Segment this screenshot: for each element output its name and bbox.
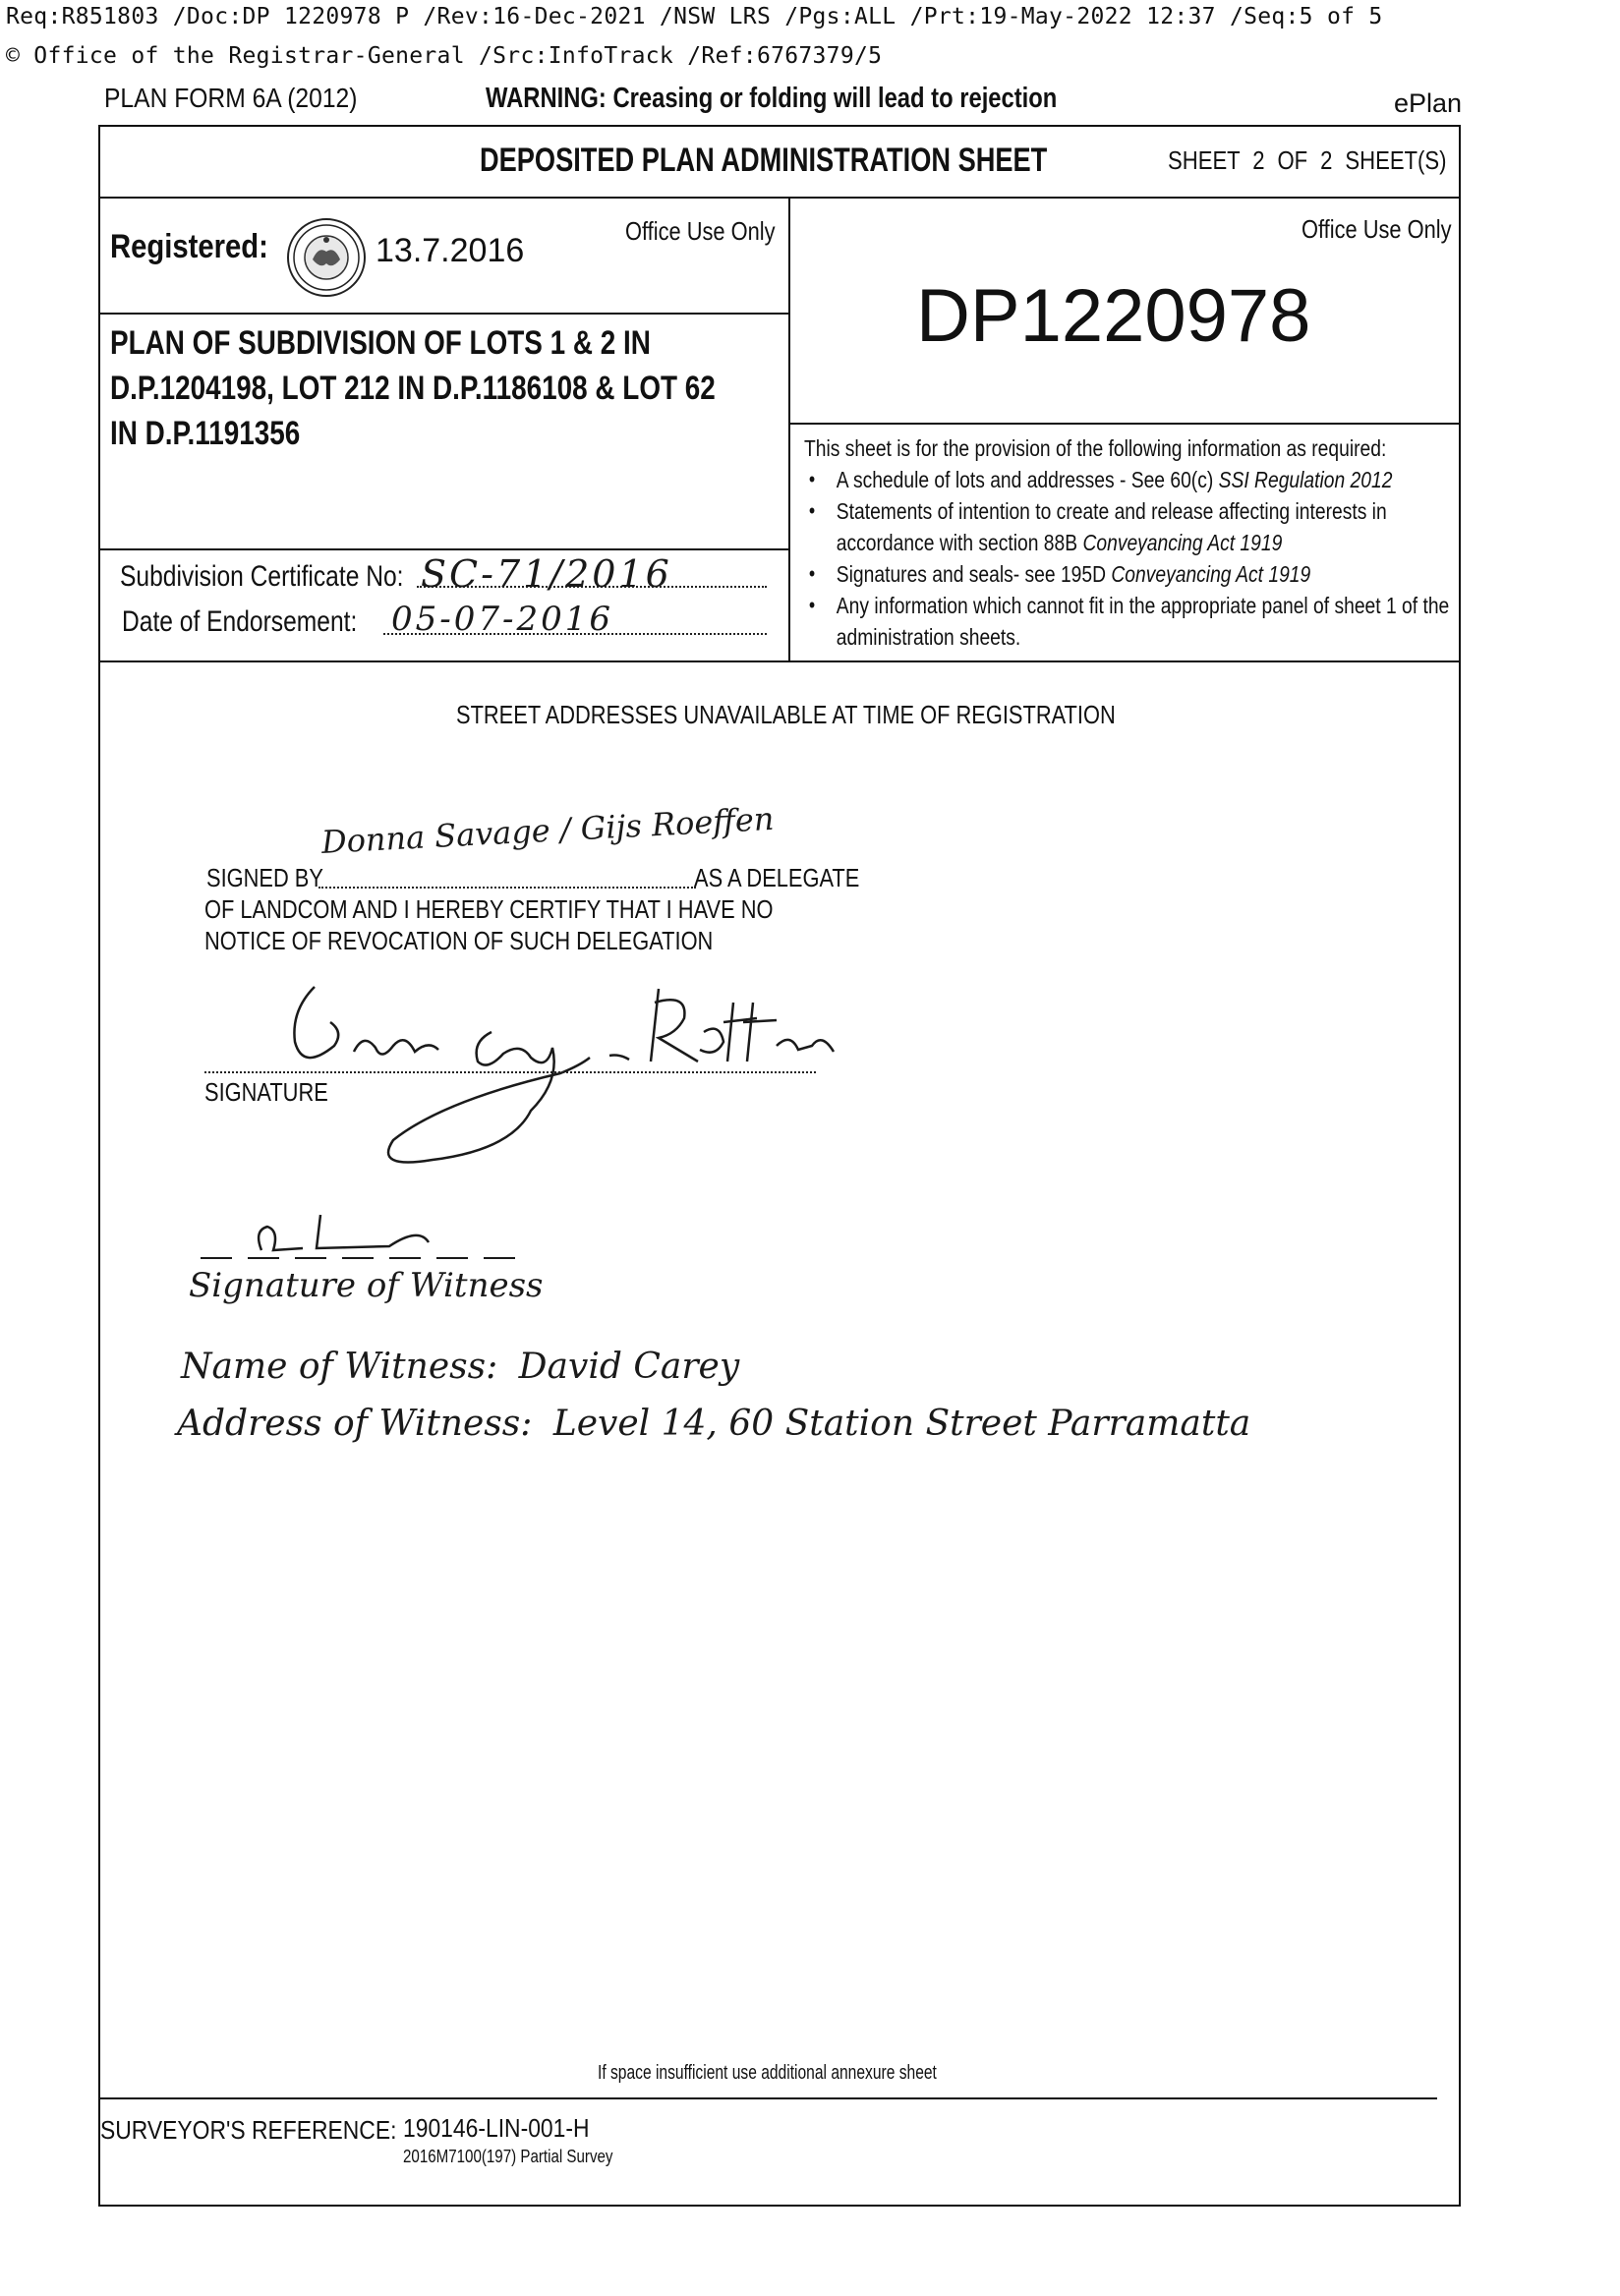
plan-number-row-divider: [788, 423, 1461, 425]
survey-note: 2016M7100(197) Partial Survey: [403, 2147, 613, 2166]
registered-row-divider: [98, 313, 788, 315]
requirement-item: • Signatures and seals- see 195D Conveyancing Act 1919: [804, 558, 1465, 590]
endorsement-date: 05-07-2016: [391, 600, 614, 639]
sheet-title: DEPOSITED PLAN ADMINISTRATION SHEET: [480, 142, 1048, 179]
information-requirements: [804, 432, 1465, 653]
plan-form-name: PLAN FORM 6A (2012): [104, 83, 358, 113]
title-row-divider: [98, 197, 1461, 199]
sheets-label: SHEET(S): [1345, 145, 1447, 175]
requirement-item: • Statements of intention to create and release affecting interests in accordance with section 88B Conveyancing Act 1919: [804, 495, 1465, 558]
witness-name: [181, 1347, 739, 1387]
landcom-certification: OF LANDCOM AND I HEREBY CERTIFY THAT I HAVE NO: [204, 894, 774, 924]
signed-by-dotted-line: [318, 887, 696, 889]
deposited-plan-number: DP1220978: [916, 274, 1311, 358]
request-header-line: Req:R851803 /Doc:DP 1220978 P /Rev:16-Dec-2021 /NSW LRS /Pgs:ALL /Prt:19-May-2022 12:37 /Seq:5 of 5: [6, 4, 1383, 29]
witness-name-label: Name of Witness:: [181, 1347, 498, 1387]
registered-label: Registered:: [110, 228, 268, 265]
annexure-note: If space insufficient use additional annexure sheet: [598, 2062, 937, 2084]
witness-address-value: Level 14, 60 Station Street Parramatta: [552, 1404, 1251, 1444]
signature-dotted-line: [204, 1071, 816, 1073]
office-use-label-left: Office Use Only: [625, 216, 776, 246]
street-address-notice: STREET ADDRESSES UNAVAILABLE AT TIME OF REGISTRATION: [456, 700, 1116, 729]
signed-by-names: Donna Savage / Gijs Roeffen: [320, 799, 776, 861]
registration-date: 13.7.2016: [376, 232, 525, 269]
sheet-counter: [1168, 145, 1447, 176]
plan-title-line-1: PLAN OF SUBDIVISION OF LOTS 1 & 2 IN: [110, 324, 651, 362]
folding-warning: WARNING: Creasing or folding will lead to rejection: [486, 83, 1058, 114]
sheet-total: 2: [1320, 145, 1333, 175]
upper-section-divider: [98, 660, 1461, 662]
requirement-item: • Any information which cannot fit in the appropriate panel of sheet 1 of the administration sheets.: [804, 590, 1465, 653]
plan-title: [110, 320, 716, 456]
registrar-seal-icon: [285, 216, 368, 299]
subdivision-certificate-label: Subdivision Certificate No:: [120, 560, 404, 593]
surveyor-reference-value: 190146-LIN-001-H: [403, 2113, 590, 2143]
witness-signature-drawing: [193, 1207, 527, 1266]
footer-divider: [98, 2097, 1437, 2099]
subdivision-certificate-number: SC-71/2016: [421, 552, 672, 596]
witness-address-label: Address of Witness:: [177, 1404, 533, 1444]
plan-title-line-3: IN D.P.1191356: [110, 415, 301, 452]
surveyor-reference-label: SURVEYOR'S REFERENCE:: [100, 2115, 397, 2145]
requirement-item: • A schedule of lots and addresses - See 60(c) SSI Regulation 2012: [804, 464, 1465, 495]
eplan-label: ePlan: [1394, 88, 1463, 118]
revocation-notice: NOTICE OF REVOCATION OF SUCH DELEGATION: [204, 926, 714, 955]
signed-by-label: SIGNED BY: [206, 863, 323, 892]
of-label: OF: [1277, 145, 1308, 175]
copyright-header-line: © Office of the Registrar-General /Src:InfoTrack /Ref:6767379/5: [6, 43, 883, 69]
upper-column-divider: [788, 197, 790, 660]
requirements-list: [804, 464, 1465, 653]
information-intro: This sheet is for the provision of the following information as required:: [804, 435, 1387, 461]
delegate-text: AS A DELEGATE: [694, 863, 860, 892]
endorsement-date-label: Date of Endorsement:: [122, 605, 358, 638]
sheet-label: SHEET: [1168, 145, 1241, 175]
signature-label: SIGNATURE: [204, 1077, 328, 1107]
witness-name-value: David Carey: [518, 1347, 740, 1387]
plan-title-line-2: D.P.1204198, LOT 212 IN D.P.1186108 & LOT 62: [110, 370, 716, 407]
office-use-label-right: Office Use Only: [1302, 214, 1452, 244]
sheet-number: 2: [1252, 145, 1265, 175]
witness-signature-label: Signature of Witness: [189, 1266, 544, 1305]
witness-address: [177, 1404, 1250, 1444]
plan-title-row-divider: [98, 548, 788, 550]
